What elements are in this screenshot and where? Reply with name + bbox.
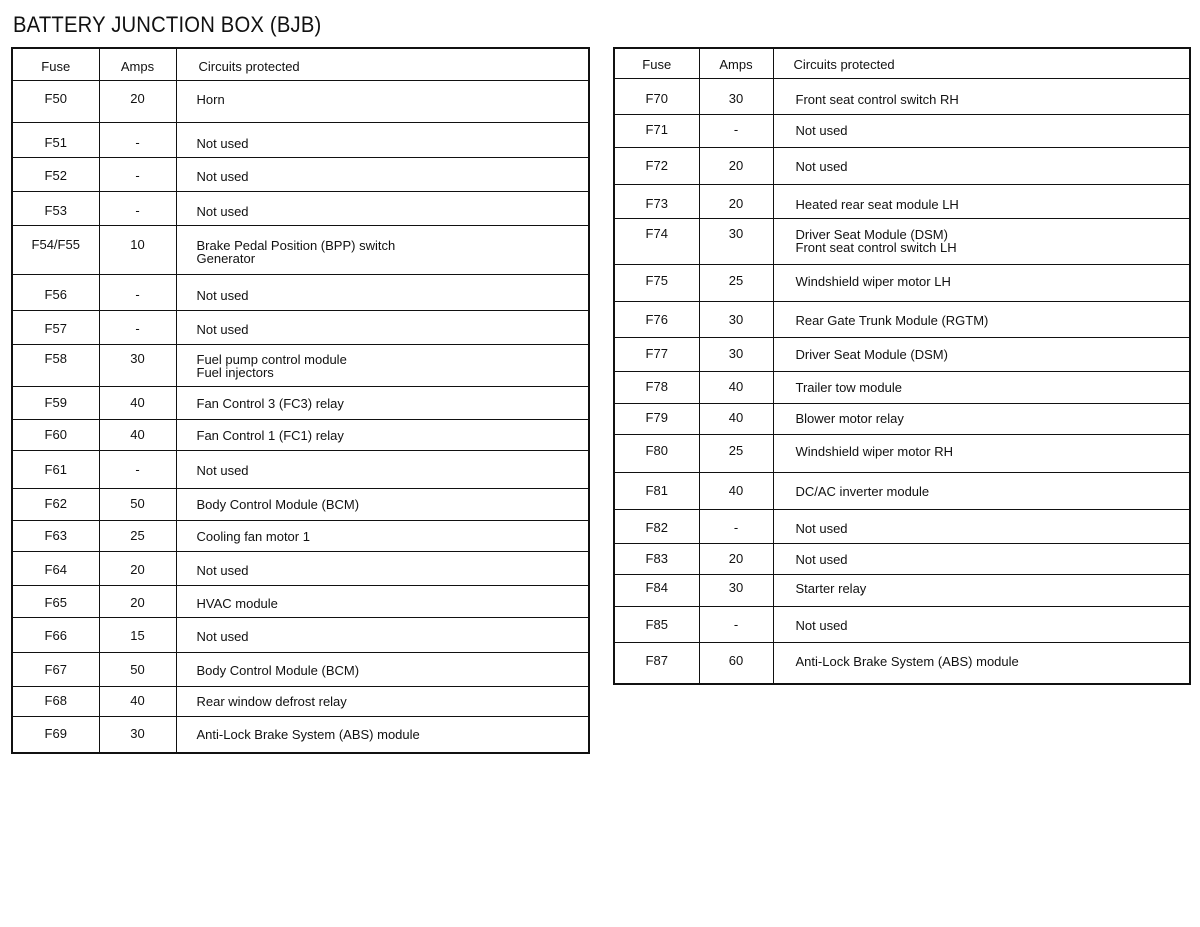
amps-cell: 30: [699, 301, 773, 337]
table-row: [614, 264, 1190, 301]
circuit-label: Not used: [196, 628, 249, 644]
circuit-label: Not used: [196, 135, 249, 151]
fuse-cell: F80: [614, 434, 699, 472]
circuits-cell: [176, 488, 589, 520]
circuits-cell: [773, 509, 1190, 543]
table-row: [12, 80, 589, 122]
table-row: [614, 184, 1190, 218]
amps-cell: 30: [99, 716, 176, 753]
circuits-cell: [773, 574, 1190, 606]
fuse-cell: F72: [614, 147, 699, 184]
amps-cell: 40: [699, 403, 773, 434]
circuit-label: Generator: [196, 250, 256, 266]
table-row: [614, 147, 1190, 184]
table-header-row: [12, 48, 589, 80]
circuits-cell: [773, 264, 1190, 301]
amps-cell: 10: [99, 225, 176, 274]
circuit-label: Driver Seat Module (DSM): [795, 346, 948, 362]
amps-cell: 40: [99, 686, 176, 716]
fuse-cell: F74: [614, 218, 699, 264]
fuse-cell: F63: [12, 520, 99, 551]
circuit-label: Cooling fan motor 1: [196, 528, 310, 544]
fuse-cell: F59: [12, 386, 99, 419]
fuse-cell: F82: [614, 509, 699, 543]
table-row: [614, 543, 1190, 574]
fuse-cell: F56: [12, 274, 99, 310]
circuits-cell: [176, 157, 589, 191]
circuit-label: Horn: [196, 91, 225, 107]
circuits-cell: [176, 191, 589, 225]
fuse-table-left-body: [12, 80, 589, 753]
circuits-cell: [176, 419, 589, 450]
circuits-cell: [773, 114, 1190, 147]
circuit-label: Rear window defrost relay: [196, 693, 347, 709]
circuits-cell: [176, 686, 589, 716]
fuse-cell: F66: [12, 617, 99, 652]
circuits-cell: [773, 371, 1190, 403]
table-row: [12, 551, 589, 585]
amps-cell: 30: [699, 78, 773, 114]
circuits-cell: [176, 386, 589, 419]
circuit-label: Windshield wiper motor LH: [795, 273, 951, 289]
header-amps: Amps: [99, 48, 176, 80]
circuit-label: Anti-Lock Brake System (ABS) module: [795, 653, 1019, 669]
amps-cell: 40: [99, 419, 176, 450]
circuit-label: Front seat control switch LH: [795, 239, 957, 255]
circuit-label: Not used: [196, 321, 249, 337]
circuits-cell: [773, 147, 1190, 184]
table-row: [614, 114, 1190, 147]
header-fuse: Fuse: [614, 48, 699, 78]
circuits-cell: [176, 80, 589, 122]
fuse-cell: F64: [12, 551, 99, 585]
amps-cell: -: [99, 310, 176, 344]
fuse-cell: F73: [614, 184, 699, 218]
fuse-cell: F78: [614, 371, 699, 403]
header-amps: Amps: [699, 48, 773, 78]
circuit-label: Not used: [196, 168, 249, 184]
fuse-table-right-body: [614, 78, 1190, 684]
table-row: [12, 274, 589, 310]
circuit-label: Body Control Module (BCM): [196, 496, 360, 512]
amps-cell: 20: [699, 184, 773, 218]
circuit-label: Not used: [795, 122, 848, 138]
table-row: [12, 191, 589, 225]
amps-cell: 30: [99, 344, 176, 386]
table-row: [12, 310, 589, 344]
header-fuse: Fuse: [12, 48, 99, 80]
circuit-label: Fan Control 1 (FC1) relay: [196, 427, 344, 443]
fuse-cell: F71: [614, 114, 699, 147]
circuits-cell: [176, 450, 589, 488]
table-row: [614, 403, 1190, 434]
amps-cell: -: [99, 274, 176, 310]
table-row: [12, 716, 589, 753]
amps-cell: -: [99, 122, 176, 157]
amps-cell: 20: [99, 585, 176, 617]
fuse-table-right: [613, 47, 1191, 685]
amps-cell: 50: [99, 488, 176, 520]
circuit-label: Driver Seat Module (DSM): [795, 226, 948, 242]
amps-cell: 20: [99, 551, 176, 585]
circuits-cell: [773, 218, 1190, 264]
circuits-cell: [773, 472, 1190, 509]
header-circuits: Circuits protected: [176, 48, 589, 80]
header-circuits: Circuits protected: [773, 48, 1190, 78]
circuits-cell: [176, 652, 589, 686]
circuits-cell: [773, 403, 1190, 434]
fuse-cell: F81: [614, 472, 699, 509]
circuit-label: Anti-Lock Brake System (ABS) module: [196, 726, 420, 742]
circuits-cell: [176, 520, 589, 551]
circuits-cell: [176, 274, 589, 310]
circuit-label: Not used: [196, 562, 249, 578]
table-row: [614, 574, 1190, 606]
fuse-cell: F50: [12, 80, 99, 122]
amps-cell: 50: [99, 652, 176, 686]
fuse-cell: F79: [614, 403, 699, 434]
circuit-label: Trailer tow module: [795, 379, 902, 395]
circuit-label: Not used: [196, 462, 249, 478]
circuits-cell: [773, 184, 1190, 218]
circuit-label: Windshield wiper motor RH: [795, 443, 953, 459]
circuits-cell: [176, 617, 589, 652]
circuits-cell: [773, 78, 1190, 114]
circuits-cell: [773, 606, 1190, 642]
table-row: [12, 386, 589, 419]
table-row: [12, 652, 589, 686]
amps-cell: -: [699, 114, 773, 147]
circuit-label: Not used: [795, 551, 848, 567]
table-row: [12, 520, 589, 551]
circuit-label: Body Control Module (BCM): [196, 662, 360, 678]
table-row: [12, 122, 589, 157]
amps-cell: 30: [699, 218, 773, 264]
fuse-cell: F57: [12, 310, 99, 344]
fuse-cell: F53: [12, 191, 99, 225]
circuit-label: DC/AC inverter module: [795, 483, 930, 499]
circuits-cell: [176, 344, 589, 386]
amps-cell: 25: [699, 264, 773, 301]
fuse-cell: F85: [614, 606, 699, 642]
amps-cell: 30: [699, 574, 773, 606]
circuit-label: Not used: [795, 617, 848, 633]
circuits-cell: [176, 585, 589, 617]
amps-cell: -: [99, 157, 176, 191]
circuits-cell: [176, 225, 589, 274]
circuits-cell: [773, 337, 1190, 371]
fuse-cell: F83: [614, 543, 699, 574]
amps-cell: -: [99, 450, 176, 488]
amps-cell: 20: [699, 147, 773, 184]
circuit-label: Not used: [196, 203, 249, 219]
circuit-label: Not used: [196, 287, 249, 303]
table-row: [614, 218, 1190, 264]
circuit-label: HVAC module: [196, 595, 278, 611]
amps-cell: 40: [699, 472, 773, 509]
table-row: [12, 617, 589, 652]
table-row: [12, 157, 589, 191]
table-row: [12, 344, 589, 386]
fuse-cell: F76: [614, 301, 699, 337]
fuse-cell: F87: [614, 642, 699, 684]
table-row: [12, 450, 589, 488]
amps-cell: -: [699, 606, 773, 642]
table-row: [12, 225, 589, 274]
fuse-cell: F58: [12, 344, 99, 386]
table-row: [12, 488, 589, 520]
fuse-cell: F65: [12, 585, 99, 617]
amps-cell: 15: [99, 617, 176, 652]
fuse-cell: F52: [12, 157, 99, 191]
circuit-label: Fuel pump control module: [196, 351, 347, 367]
circuit-label: Fan Control 3 (FC3) relay: [196, 395, 344, 411]
fuse-cell: F84: [614, 574, 699, 606]
amps-cell: 60: [699, 642, 773, 684]
fuse-cell: F70: [614, 78, 699, 114]
fuse-cell: F51: [12, 122, 99, 157]
circuit-label: Fuel injectors: [196, 364, 274, 380]
table-row: [614, 642, 1190, 684]
circuits-cell: [176, 551, 589, 585]
amps-cell: 25: [699, 434, 773, 472]
table-row: [12, 585, 589, 617]
circuits-cell: [176, 310, 589, 344]
circuits-cell: [176, 716, 589, 753]
fuse-cell: F77: [614, 337, 699, 371]
table-row: [614, 606, 1190, 642]
circuit-label: Brake Pedal Position (BPP) switch: [196, 237, 396, 253]
amps-cell: 25: [99, 520, 176, 551]
circuit-label: Heated rear seat module LH: [795, 196, 959, 212]
amps-cell: -: [99, 191, 176, 225]
circuits-cell: [773, 642, 1190, 684]
table-row: [12, 686, 589, 716]
amps-cell: 40: [699, 371, 773, 403]
table-row: [12, 419, 589, 450]
fuse-cell: F61: [12, 450, 99, 488]
table-row: [614, 472, 1190, 509]
circuits-cell: [773, 434, 1190, 472]
amps-cell: 20: [99, 80, 176, 122]
amps-cell: 30: [699, 337, 773, 371]
table-row: [614, 78, 1190, 114]
amps-cell: 20: [699, 543, 773, 574]
table-row: [614, 434, 1190, 472]
amps-cell: -: [699, 509, 773, 543]
table-row: [614, 337, 1190, 371]
circuit-label: Blower motor relay: [795, 410, 904, 426]
page-title: BATTERY JUNCTION BOX (BJB): [13, 12, 322, 37]
fuse-cell: F60: [12, 419, 99, 450]
fuse-cell: F68: [12, 686, 99, 716]
amps-cell: 40: [99, 386, 176, 419]
table-row: [614, 371, 1190, 403]
circuits-cell: [773, 543, 1190, 574]
table-header-row: [614, 48, 1190, 78]
circuit-label: Not used: [795, 520, 848, 536]
fuse-cell: F75: [614, 264, 699, 301]
fuse-cell: F62: [12, 488, 99, 520]
fuse-cell: F67: [12, 652, 99, 686]
fuse-cell: F69: [12, 716, 99, 753]
table-row: [614, 509, 1190, 543]
circuit-label: Front seat control switch RH: [795, 91, 959, 107]
fuse-cell: F54/F55: [12, 225, 99, 274]
circuit-label: Not used: [795, 158, 848, 174]
table-row: [614, 301, 1190, 337]
circuits-cell: [176, 122, 589, 157]
circuits-cell: [773, 301, 1190, 337]
circuit-label: Starter relay: [795, 580, 867, 596]
circuit-label: Rear Gate Trunk Module (RGTM): [795, 312, 989, 328]
fuse-table-left: [11, 47, 590, 754]
